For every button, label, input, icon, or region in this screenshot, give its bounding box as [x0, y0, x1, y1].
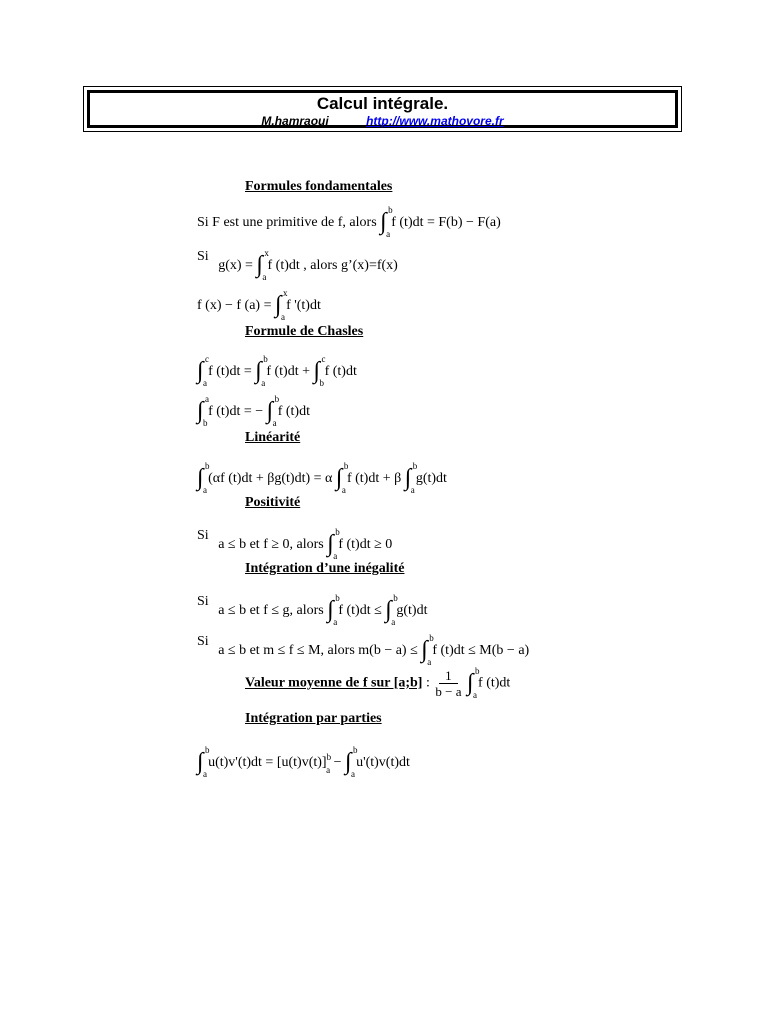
formula-text: f (t)dt — [277, 404, 310, 420]
formula-derivative — [197, 248, 398, 282]
fraction — [435, 668, 461, 699]
formula-text: f (x) − f (a) = — [197, 298, 272, 314]
formula-text: f (t)dt ≤ — [338, 603, 382, 619]
integral-sign: ∫ b a — [197, 461, 210, 495]
formula-text: Si F est une primitive de f, alors — [197, 215, 377, 231]
si-label: Si — [197, 528, 209, 543]
heading-formules-fondamentales: Formules fondamentales — [245, 179, 393, 194]
integral-sign: ∫ a b — [197, 394, 209, 428]
formula-text: f (t)dt + β — [346, 471, 402, 487]
doc-title: Calcul intégrale. — [316, 94, 449, 113]
integral-sign: ∫ b a — [385, 593, 398, 627]
colon: : — [425, 675, 430, 691]
formula-text: f '(t)dt — [286, 298, 321, 314]
formula-inegalite-2 — [197, 633, 530, 667]
integral-sign: ∫ b a — [404, 461, 418, 495]
fraction-denominator: b − a — [435, 684, 462, 699]
formula-difference — [197, 288, 321, 322]
formula-text: (αf (t)dt + βg(t)dt) = α — [208, 471, 333, 487]
formula-text: − — [333, 755, 342, 771]
bracket-upper: b — [326, 752, 332, 762]
formula-text: f (t)dt = − — [208, 404, 264, 420]
heading-parties: Intégration par parties — [245, 711, 382, 726]
integral-sign: ∫ b a — [335, 461, 349, 495]
integral-sign: ∫ x a — [256, 248, 269, 282]
integral-sign: ∫ c b — [313, 354, 326, 388]
formula-chasles-2 — [197, 394, 310, 428]
integral-sign: ∫ b a — [421, 633, 434, 667]
byline — [90, 114, 675, 128]
formula-text: u(t)v'(t)dt = [u(t)v(t)] — [208, 755, 327, 771]
integral-sign: ∫ b a — [466, 665, 480, 700]
formula-primitive — [197, 205, 501, 239]
heading-positivite: Positivité — [245, 495, 301, 510]
si-label: Si — [197, 634, 209, 649]
header-inner — [87, 90, 678, 128]
heading-chasles: Formule de Chasles — [245, 324, 364, 339]
formula-text: f (t)dt , alors g’(x)=f(x) — [267, 258, 398, 274]
formula-chasles-1 — [197, 354, 357, 388]
header-box — [83, 86, 682, 132]
integral-sign: ∫ b a — [327, 527, 340, 561]
formula-text: g(t)dt — [415, 471, 447, 487]
website-link[interactable]: http://www.mathovore.fr — [366, 114, 504, 128]
heading-valeur-moyenne: Valeur moyenne de f sur [a;b] — [245, 675, 423, 691]
formula-text: u'(t)v(t)dt — [356, 755, 410, 771]
formula-text: f (t)dt — [324, 364, 357, 380]
formula-text: f (t)dt ≥ 0 — [338, 537, 393, 553]
formula-linearite — [197, 461, 447, 495]
fraction-numerator: 1 — [439, 668, 458, 684]
heading-inegalite: Intégration d’une inégalité — [245, 561, 405, 576]
integral-sign: ∫ b a — [197, 745, 210, 779]
formula-text: f (t)dt + — [266, 364, 310, 380]
formula-text: f (t)dt ≤ M(b − a) — [432, 643, 530, 659]
formula-positivite — [197, 527, 393, 561]
formula-text: g(t)dt — [396, 603, 428, 619]
formula-text: f (t)dt = — [208, 364, 252, 380]
formula-text: g(x) = — [218, 258, 253, 274]
bracket-lower: a — [326, 765, 331, 775]
formula-parties — [197, 745, 410, 779]
si-label: Si — [197, 249, 209, 264]
formula-inegalite-1 — [197, 593, 428, 627]
formula-text: f (t)dt = F(b) − F(a) — [391, 215, 501, 231]
formula-valeur-moyenne — [245, 665, 511, 700]
si-label: Si — [197, 594, 209, 609]
integral-sign: ∫ x a — [274, 288, 288, 322]
formula-text: f (t)dt — [478, 675, 511, 691]
formula-text: a ≤ b et m ≤ f ≤ M, alors m(b − a) ≤ — [218, 643, 418, 659]
integral-sign: ∫ c a — [197, 354, 209, 388]
integral-sign: ∫ b a — [327, 593, 340, 627]
integral-sign: ∫ b a — [255, 354, 268, 388]
integral-sign: ∫ b a — [266, 394, 280, 428]
formula-text: a ≤ b et f ≤ g, alors — [218, 603, 324, 619]
integral-sign: ∫ b a — [380, 205, 393, 239]
formula-text: a ≤ b et f ≥ 0, alors — [218, 537, 324, 553]
integral-sign: ∫ b a — [344, 745, 358, 779]
author: M.hamraoui — [261, 114, 329, 128]
heading-linearite: Linéarité — [245, 430, 301, 445]
